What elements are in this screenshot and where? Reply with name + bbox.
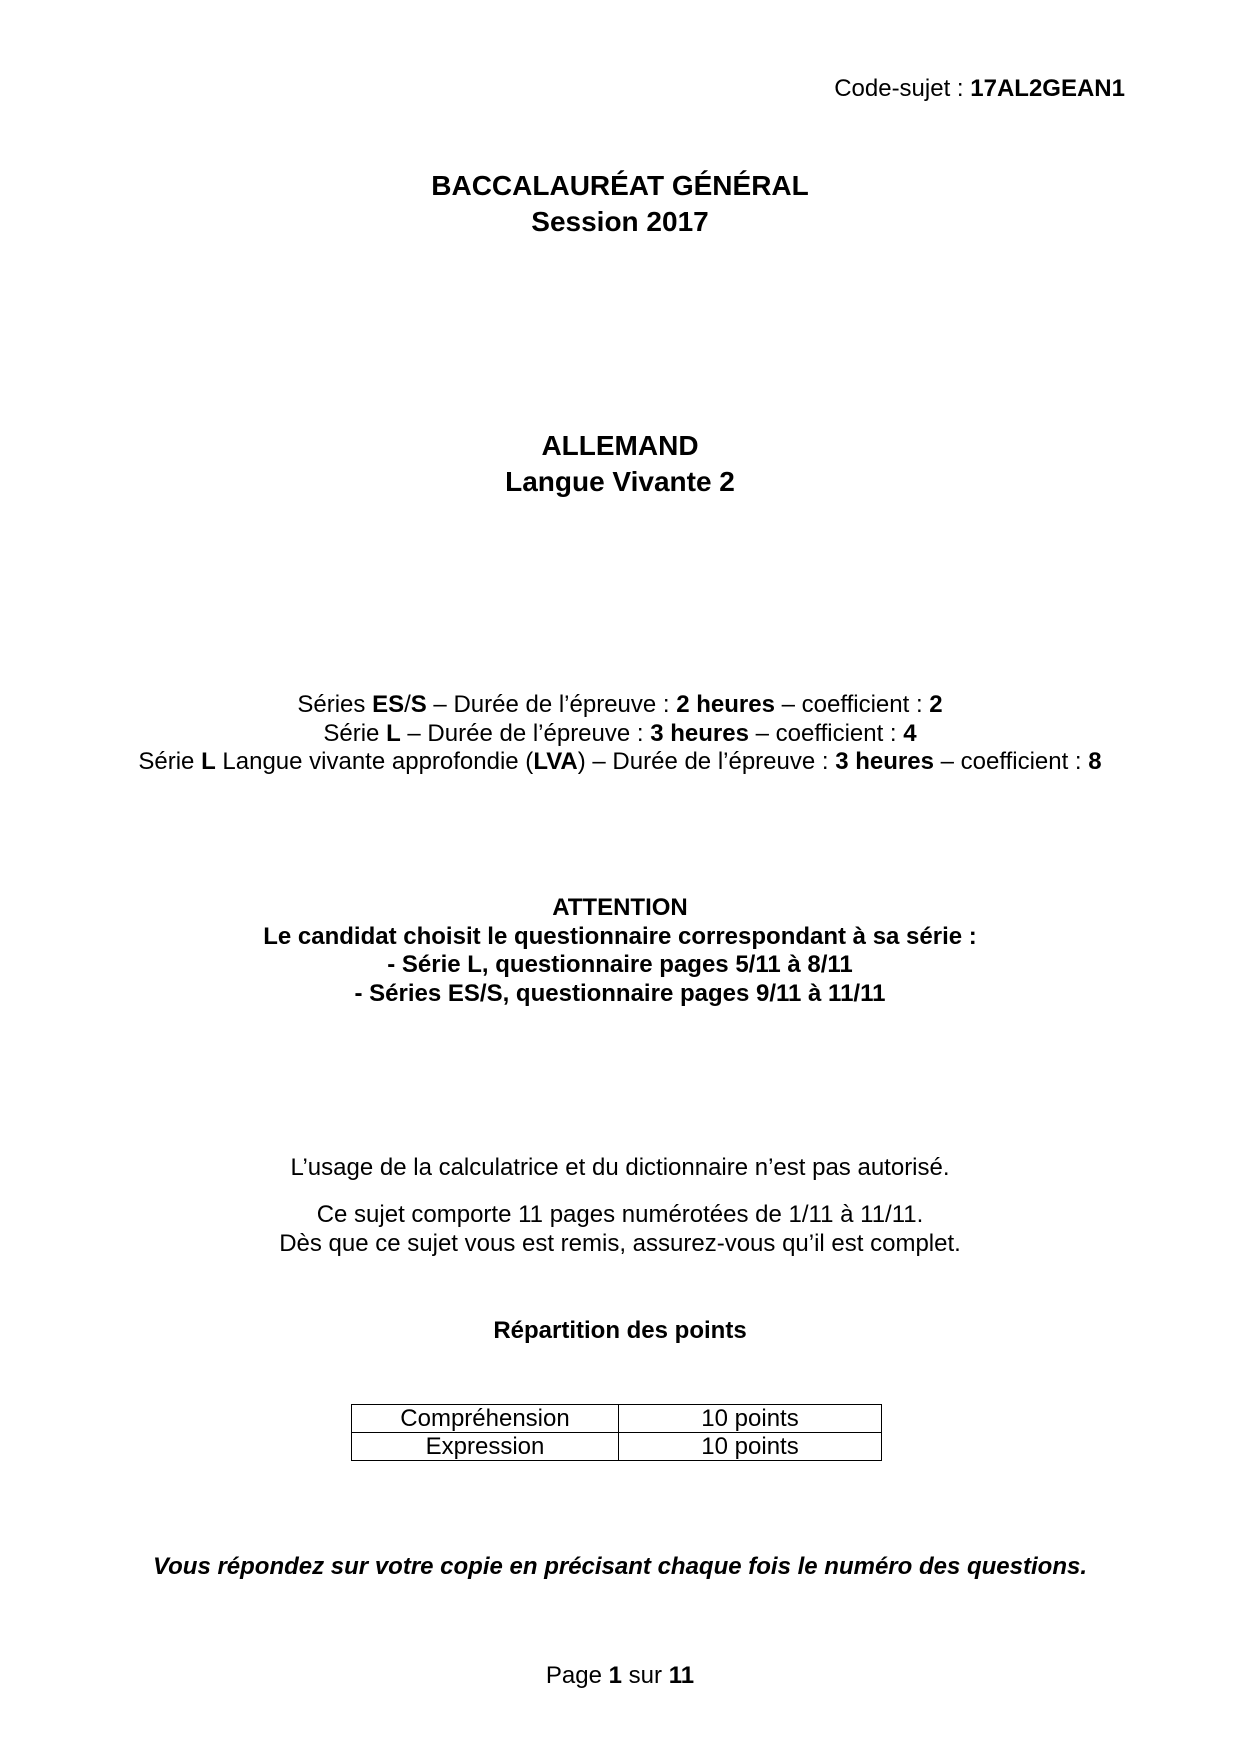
series-text: Langue vivante approfondie ( <box>215 748 534 775</box>
series-row-lva <box>0 748 1240 777</box>
subject-name: ALLEMAND <box>541 430 699 461</box>
code-sujet-value: 17AL2GEAN1 <box>970 75 1125 102</box>
points-value: 10 points <box>619 1433 882 1461</box>
attention-line: - Séries ES/S, questionnaire pages 9/11 à 11/11 <box>354 979 886 1007</box>
page-current: 1 <box>608 1662 622 1689</box>
series-text: Série <box>323 719 387 747</box>
answer-instruction: Vous répondez sur votre copie en précisant chaque fois le numéro des questions. <box>153 1553 1087 1580</box>
series-bold: 2 <box>929 691 943 718</box>
attention-heading: ATTENTION <box>552 894 688 921</box>
series-bold: 4 <box>903 719 917 747</box>
session-line: Session 2017 <box>531 206 709 237</box>
series-text: – coefficient : <box>933 748 1089 775</box>
points-table <box>351 1404 882 1461</box>
series-bold: 2 heures <box>676 691 775 718</box>
series-row-es-s <box>0 691 1240 720</box>
page-number-text: sur <box>622 1662 669 1689</box>
exam-title <box>0 168 1240 240</box>
series-bold: L <box>201 748 216 775</box>
series-bold: L <box>386 719 401 747</box>
page-total: 11 <box>668 1662 695 1689</box>
calculator-notice: L’usage de la calculatrice et du dictionnaire n’est pas autorisé. <box>290 1154 950 1181</box>
page-number <box>0 1661 1240 1691</box>
completeness-line: Dès que ce sujet vous est remis, assurez-vous qu’il est complet. <box>279 1229 961 1257</box>
series-bold: 3 heures <box>650 719 749 747</box>
code-sujet-label: Code-sujet : <box>834 75 971 102</box>
series-bold: 3 heures <box>835 748 934 775</box>
series-bold: 8 <box>1088 748 1102 775</box>
subject-level: Langue Vivante 2 <box>505 466 735 497</box>
exam-title-line: BACCALAURÉAT GÉNÉRAL <box>431 170 809 201</box>
series-bold: LVA <box>533 748 578 775</box>
series-text: ) – Durée de l’épreuve : <box>577 748 836 775</box>
page-number-text: Page <box>545 1662 609 1689</box>
pages-notice <box>0 1201 1240 1258</box>
points-title: Répartition des points <box>493 1317 747 1344</box>
series-text: – Durée de l’épreuve : <box>426 691 677 718</box>
series-text: – Durée de l’épreuve : <box>400 719 651 747</box>
attention-line: Le candidat choisit le questionnaire correspondant à sa série : <box>263 922 977 950</box>
points-value: 10 points <box>619 1405 882 1433</box>
subject-title <box>0 428 1240 500</box>
code-sujet <box>834 74 1125 104</box>
series-text: / <box>404 691 411 718</box>
series-bold: S <box>410 691 427 718</box>
table-row <box>352 1433 882 1461</box>
series-info <box>0 691 1240 777</box>
series-text: – coefficient : <box>774 691 930 718</box>
points-label: Compréhension <box>352 1405 619 1433</box>
series-text: – coefficient : <box>748 719 904 747</box>
pages-count-line: Ce sujet comporte 11 pages numérotées de 1/11 à 11/11. <box>316 1201 924 1228</box>
series-bold: ES <box>372 691 405 718</box>
series-text: Séries <box>297 691 373 718</box>
series-text: Série <box>138 748 202 775</box>
table-row <box>352 1405 882 1433</box>
attention-line: - Série L, questionnaire pages 5/11 à 8/11 <box>387 951 853 978</box>
attention-notice <box>0 894 1240 1008</box>
points-label: Expression <box>352 1433 619 1461</box>
series-row-l <box>0 720 1240 749</box>
